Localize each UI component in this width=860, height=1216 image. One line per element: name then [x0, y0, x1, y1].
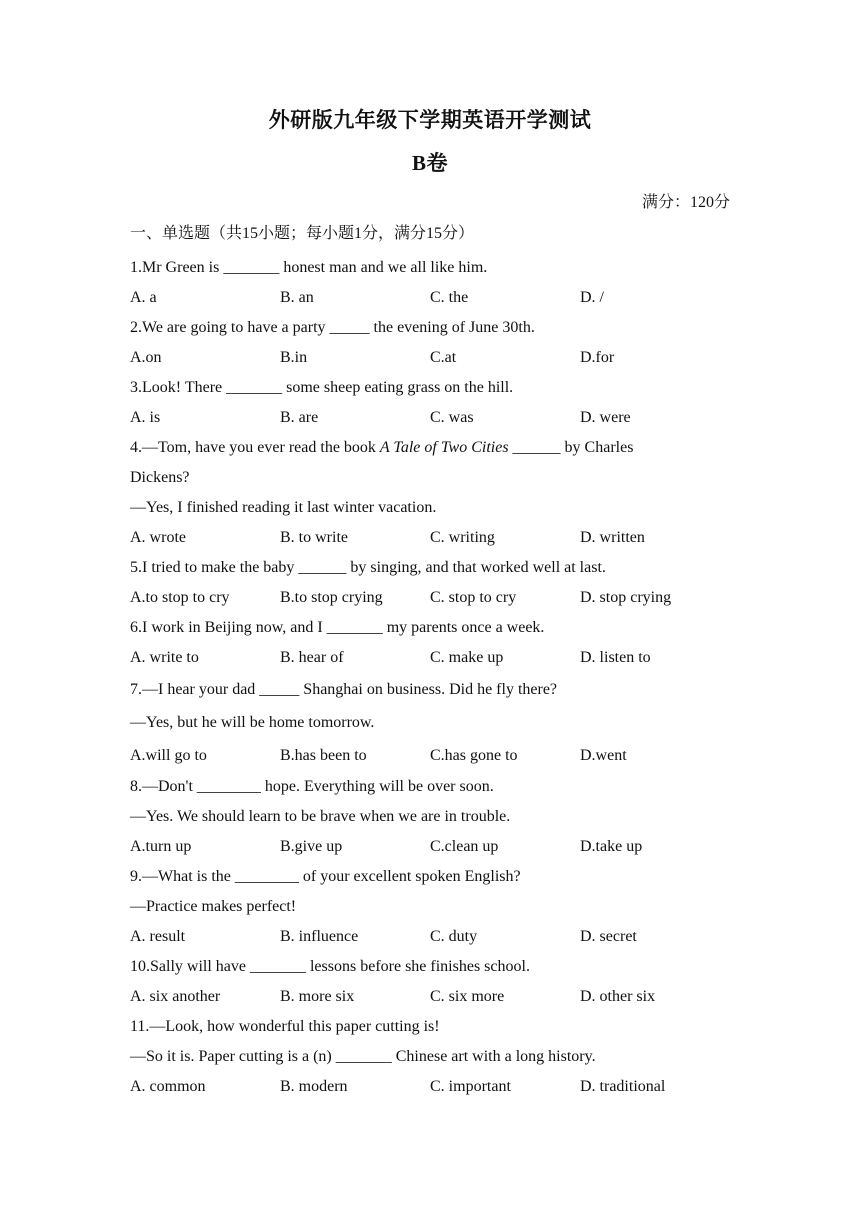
- option-c: C.has gone to: [430, 747, 518, 764]
- option-a: A. wrote: [130, 529, 186, 546]
- option-d: D. other six: [580, 988, 656, 1005]
- option-b: B.give up: [280, 838, 343, 855]
- option-c: C. the: [430, 289, 469, 306]
- full-score: 满分：120分: [641, 194, 730, 211]
- option-b: B.has been to: [280, 747, 367, 764]
- option-c: C.at: [430, 349, 457, 366]
- option-a: A. write to: [130, 649, 199, 666]
- option-b: B. to write: [280, 529, 348, 546]
- question-text: 6.I work in Beijing now, and I _______ my parents once a week.: [130, 619, 545, 636]
- options-row: [130, 643, 730, 673]
- question-text-continued: Dickens?: [130, 469, 190, 486]
- option-c: C. six more: [430, 988, 505, 1005]
- question-text: 1.Mr Green is _______ honest man and we all like him.: [130, 259, 488, 276]
- option-d: D.went: [580, 747, 627, 764]
- options-row: [130, 832, 730, 862]
- option-b: B. influence: [280, 928, 359, 945]
- option-b: B. modern: [280, 1078, 348, 1095]
- question-text: 11.—Look, how wonderful this paper cutting is!: [130, 1018, 440, 1035]
- option-a: A. common: [130, 1078, 206, 1095]
- section-heading: 一、单选题（共15小题；每小题1分，满分15分）: [130, 225, 475, 242]
- option-b: B.to stop crying: [280, 589, 383, 606]
- option-a: A. result: [130, 928, 186, 945]
- option-d: D.for: [580, 349, 615, 366]
- question-text-start: 4.—Tom, have you ever read the book: [130, 439, 380, 456]
- answer-line: —So it is. Paper cutting is a (n) _______ Chinese art with a long history.: [130, 1048, 596, 1065]
- option-c: C. writing: [430, 529, 495, 546]
- options-row: [130, 343, 730, 373]
- option-c: C. was: [430, 409, 474, 426]
- option-b: B. more six: [280, 988, 355, 1005]
- question-text: 9.—What is the ________ of your excellent spoken English?: [130, 868, 521, 885]
- option-d: D. traditional: [580, 1078, 666, 1095]
- option-d: D. written: [580, 529, 645, 546]
- option-a: A.to stop to cry: [130, 589, 230, 606]
- options-row: [130, 523, 730, 553]
- option-a: A. is: [130, 409, 161, 426]
- answer-line: —Yes, but he will be home tomorrow.: [130, 714, 375, 731]
- options-row: [130, 922, 730, 952]
- answer-line: —Yes, I finished reading it last winter vacation.: [130, 499, 437, 516]
- option-a: A.on: [130, 349, 162, 366]
- question-text: 5.I tried to make the baby ______ by singing, and that worked well at last.: [130, 559, 606, 576]
- option-c: C. important: [430, 1078, 511, 1095]
- answer-line: —Yes. We should learn to be brave when we are in trouble.: [130, 808, 511, 825]
- book-title: A Tale of Two Cities: [379, 439, 509, 456]
- exam-title: 外研版九年级下学期英语开学测试: [268, 108, 592, 132]
- option-a: A. a: [130, 289, 157, 306]
- question-text: 3.Look! There _______ some sheep eating grass on the hill.: [130, 379, 514, 396]
- options-row: [130, 583, 730, 613]
- option-c: C. stop to cry: [430, 589, 517, 606]
- option-b: B.in: [280, 349, 308, 366]
- options-row: [130, 403, 730, 433]
- option-d: D. stop crying: [580, 589, 672, 606]
- question-text-end: ______ by Charles: [508, 439, 634, 456]
- option-d: D. /: [580, 289, 604, 306]
- option-d: D.take up: [580, 838, 643, 855]
- option-d: D. secret: [580, 928, 637, 945]
- option-a: A.turn up: [130, 838, 192, 855]
- options-row: [130, 982, 730, 1012]
- question-text: 8.—Don't ________ hope. Everything will be over soon.: [130, 778, 494, 795]
- question-text: 10.Sally will have _______ lessons before she finishes school.: [130, 958, 530, 975]
- option-c: C. duty: [430, 928, 478, 945]
- option-d: D. were: [580, 409, 631, 426]
- option-b: B. hear of: [280, 649, 344, 666]
- options-row: [130, 1072, 730, 1102]
- question-text: [130, 433, 730, 463]
- exam-subtitle: B卷: [411, 151, 448, 175]
- question-section: [130, 224, 730, 1102]
- option-b: B. an: [280, 289, 314, 306]
- option-a: A. six another: [130, 988, 221, 1005]
- option-b: B. are: [280, 409, 319, 426]
- option-a: A.will go to: [130, 747, 207, 764]
- options-row: [130, 283, 730, 313]
- question-text: 2.We are going to have a party _____ the evening of June 30th.: [130, 319, 535, 336]
- answer-line: —Practice makes perfect!: [130, 898, 297, 915]
- option-d: D. listen to: [580, 649, 651, 666]
- options-row: [130, 739, 730, 772]
- option-c: C. make up: [430, 649, 504, 666]
- question-text: 7.—I hear your dad _____ Shanghai on business. Did he fly there?: [130, 681, 558, 698]
- option-c: C.clean up: [430, 838, 499, 855]
